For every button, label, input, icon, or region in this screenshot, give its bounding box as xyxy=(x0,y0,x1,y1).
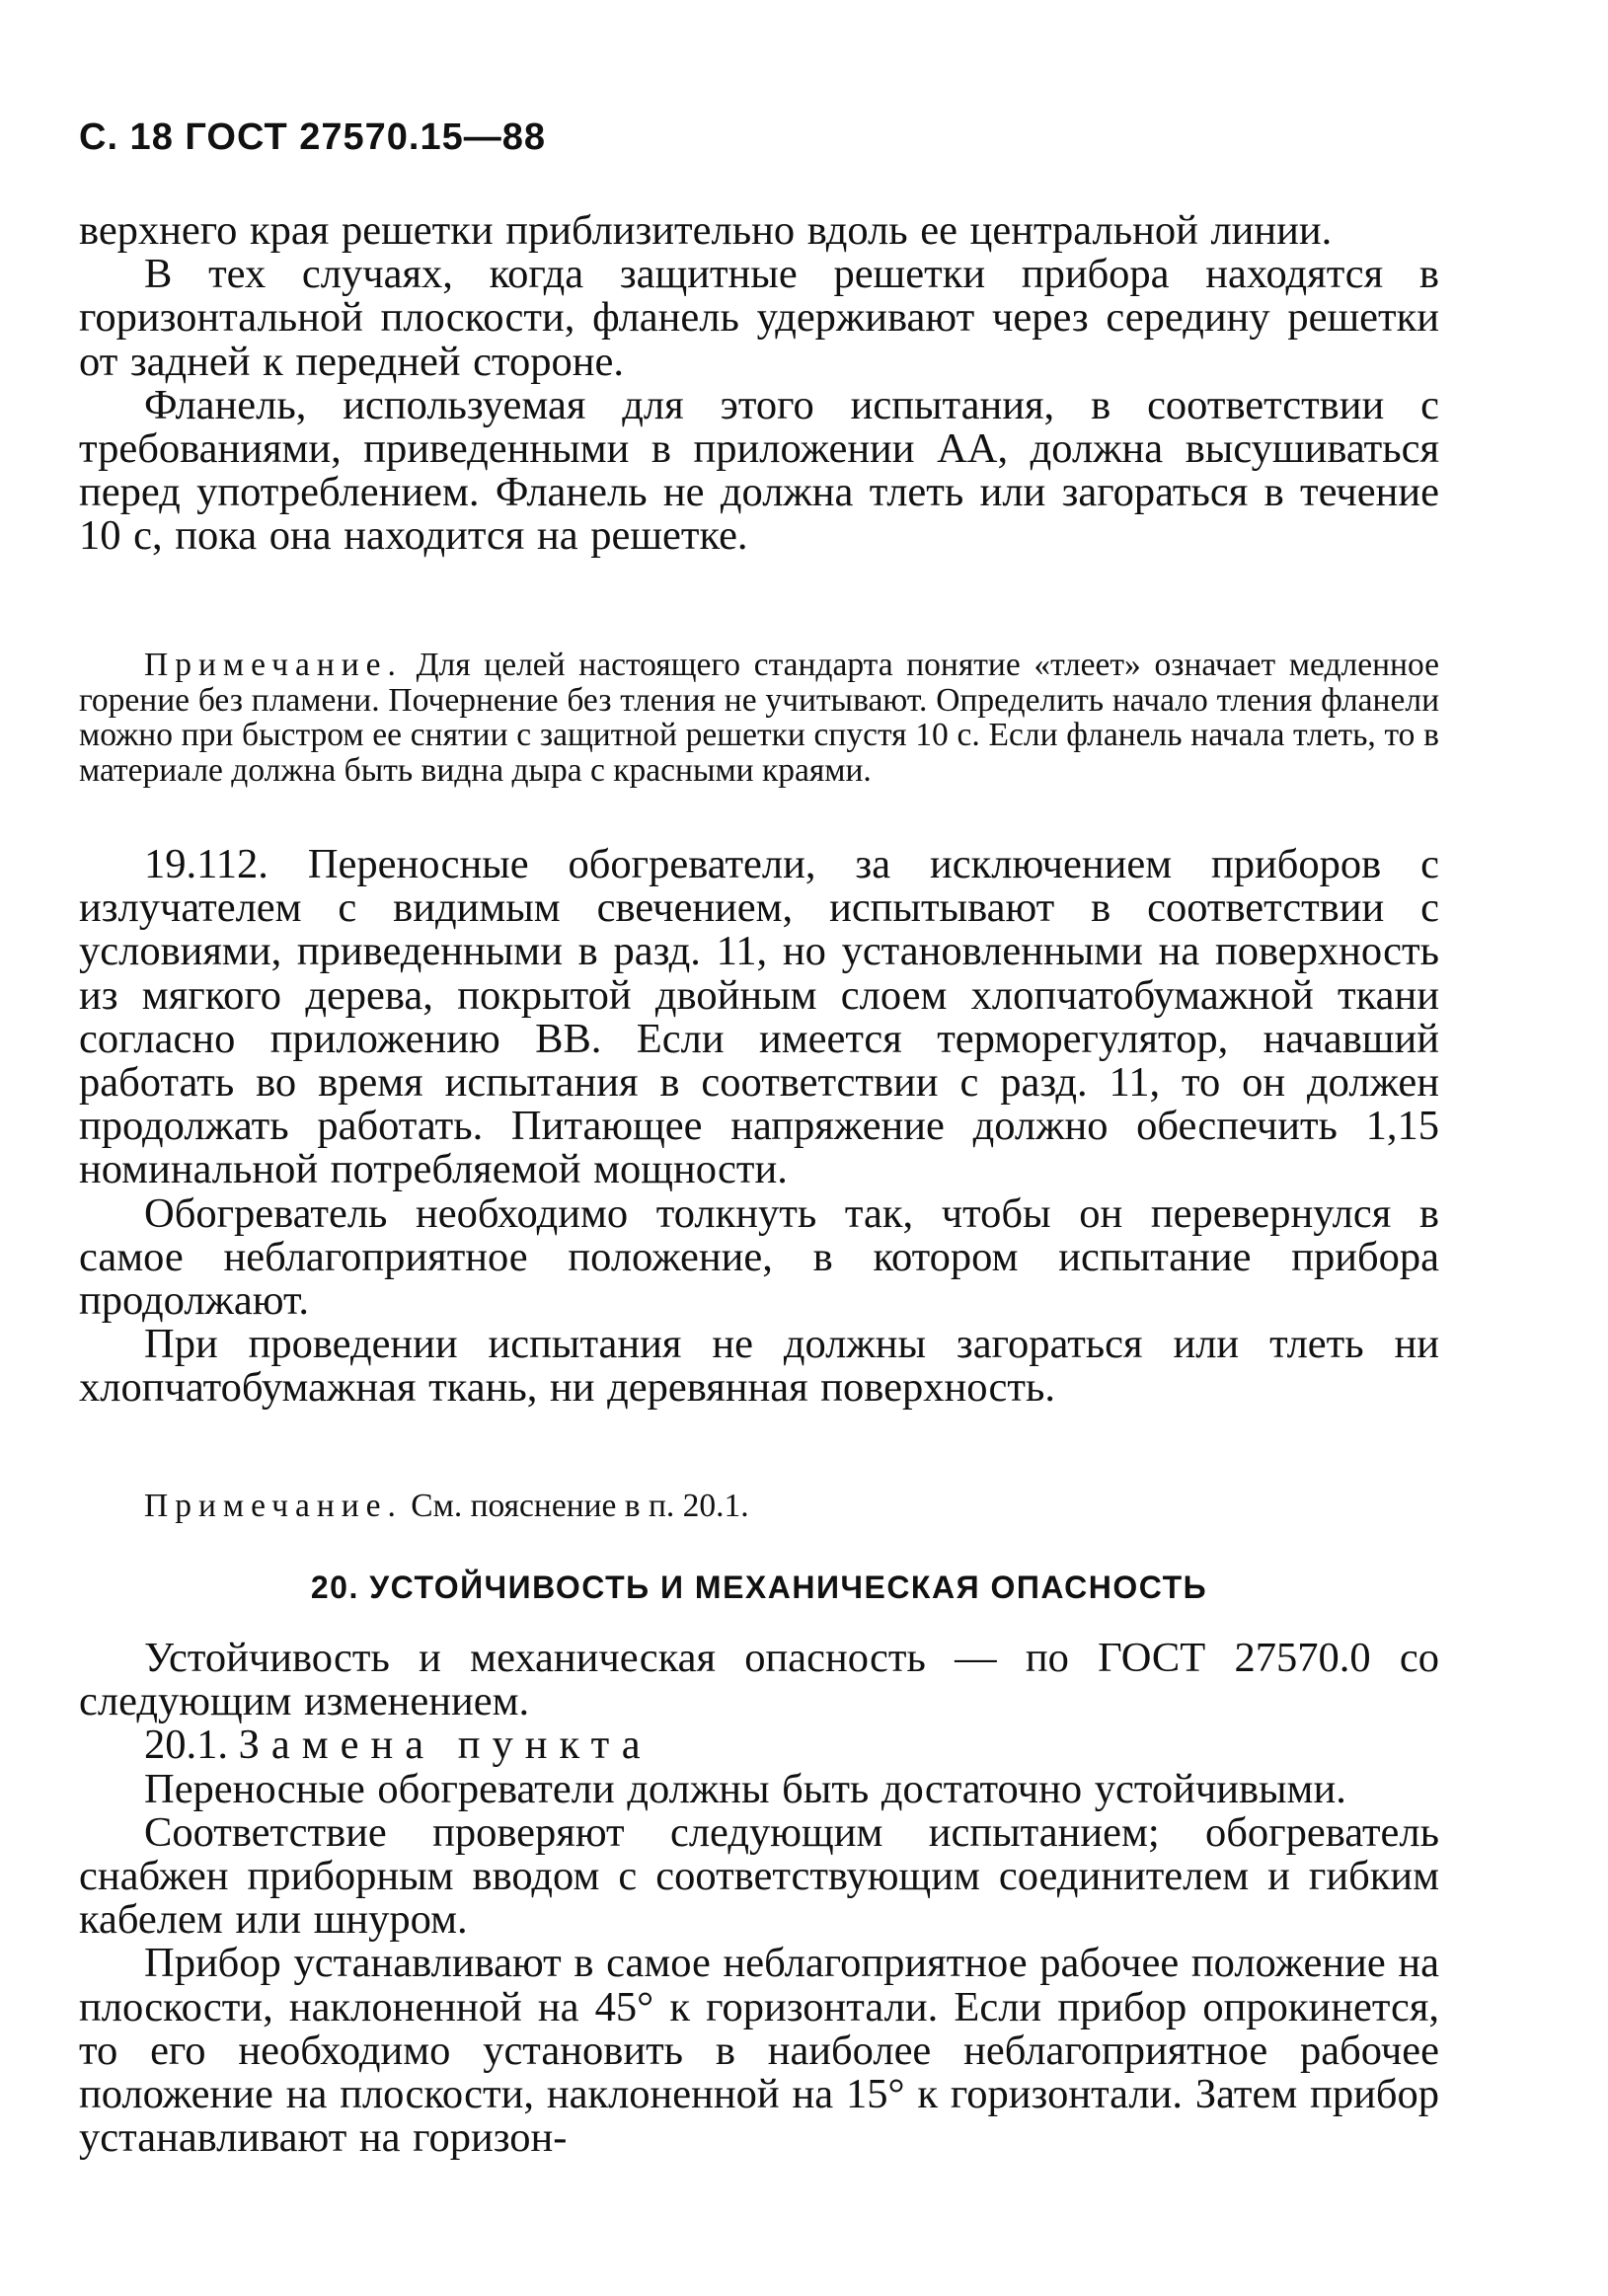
paragraph: Обогреватель необходимо толкнуть так, чтобы он перевернулся в самое неблагоприятное положение, в котором испытание прибора продолжают. xyxy=(79,1189,1439,1325)
paragraph: Переносные обогреватели должны быть достаточно устойчивыми. xyxy=(144,1765,1346,1812)
note-paragraph xyxy=(79,648,1439,788)
note-text: Для целей настоящего стандарта понятие «тлеет» означает медленное горение без пламени. Почернение без тления не учитывают. Определить начало тления фланели можно при быстром ее снятии с защитной решетки спустя 10 с. Если фланель начала тлеть, то в материале должна быть видна дыра с красными краями. xyxy=(79,647,1439,789)
paragraph: Фланель, используемая для этого испытания, в соответствии с требованиями, приведенными в приложении АА, должна высушиваться перед употреблением. Фланель не должна тлеть или загораться в течение 10 с, пока она находится на решетке. xyxy=(79,381,1439,560)
note-label: Примечание. xyxy=(144,1488,403,1524)
paragraph: Прибор устанавливают в самое неблагоприятное рабочее положение на плоскости, наклоненной на 45° к горизонтали. Если прибор опрокинется, то его необходимо установить в наиболее неблагоприятное рабочее положение на плоскости, наклоненной на 15° к горизонтали. Затем прибор устанавливают на горизон- xyxy=(79,1940,1439,2162)
paragraph: Устойчивость и механическая опасность — по ГОСТ 27570.0 со следующим изменением. xyxy=(79,1635,1439,1725)
subheading xyxy=(79,1723,1439,1767)
paragraph: Соответствие проверяют следующим испытанием; обогреватель снабжен приборным вводом с соответствующим соединителем и гибким кабелем или шнуром. xyxy=(79,1808,1439,1944)
paragraph: верхнего края решетки приблизительно вдоль ее центральной линии. xyxy=(79,207,1333,254)
paragraph: При проведении испытания не должны загораться или тлеть ни хлопчатобумажная ткань, ни деревянная поверхность. xyxy=(79,1321,1439,1412)
note-paragraph xyxy=(79,1489,1439,1524)
text-block-3 xyxy=(79,1637,1439,2160)
note-block-1 xyxy=(79,648,1439,788)
paragraph: 19.112. Переносные обогреватели, за исключением приборов с излучателем с видимым свечением, испытывают в соответствии с условиями, приведенными в разд. 11, но установленными на поверхность из мягкого дерева, покрытой двойным слоем хлопчатобумажной ткани согласно приложению ВВ. Если имеется терморегулятор, начавший работать во время испытания в соответствии с разд. 11, то он должен продолжать работать. Питающее напряжение должно обеспечить 1,15 номинальной потребляемой мощности. xyxy=(79,841,1439,1193)
page-header: С. 18 ГОСТ 27570.15—88 xyxy=(79,116,547,158)
text-block-2 xyxy=(79,843,1439,1411)
note-label: Примечание. xyxy=(144,647,403,683)
section-title: 20. УСТОЙЧИВОСТЬ И МЕХАНИЧЕСКАЯ ОПАСНОСТЬ xyxy=(310,1569,1208,1605)
note-text: См. пояснение в п. 20.1. xyxy=(411,1488,749,1524)
paragraph: В тех случаях, когда защитные решетки прибора находятся в горизонтальной плоскости, фланель удерживают через середину решетки от задней к передней стороне. xyxy=(79,251,1439,385)
text-block-1 xyxy=(79,209,1439,559)
subheading-number: 20.1. xyxy=(144,1722,228,1769)
subheading-text: Замена пункта xyxy=(238,1722,652,1769)
note-block-2 xyxy=(79,1489,1439,1524)
